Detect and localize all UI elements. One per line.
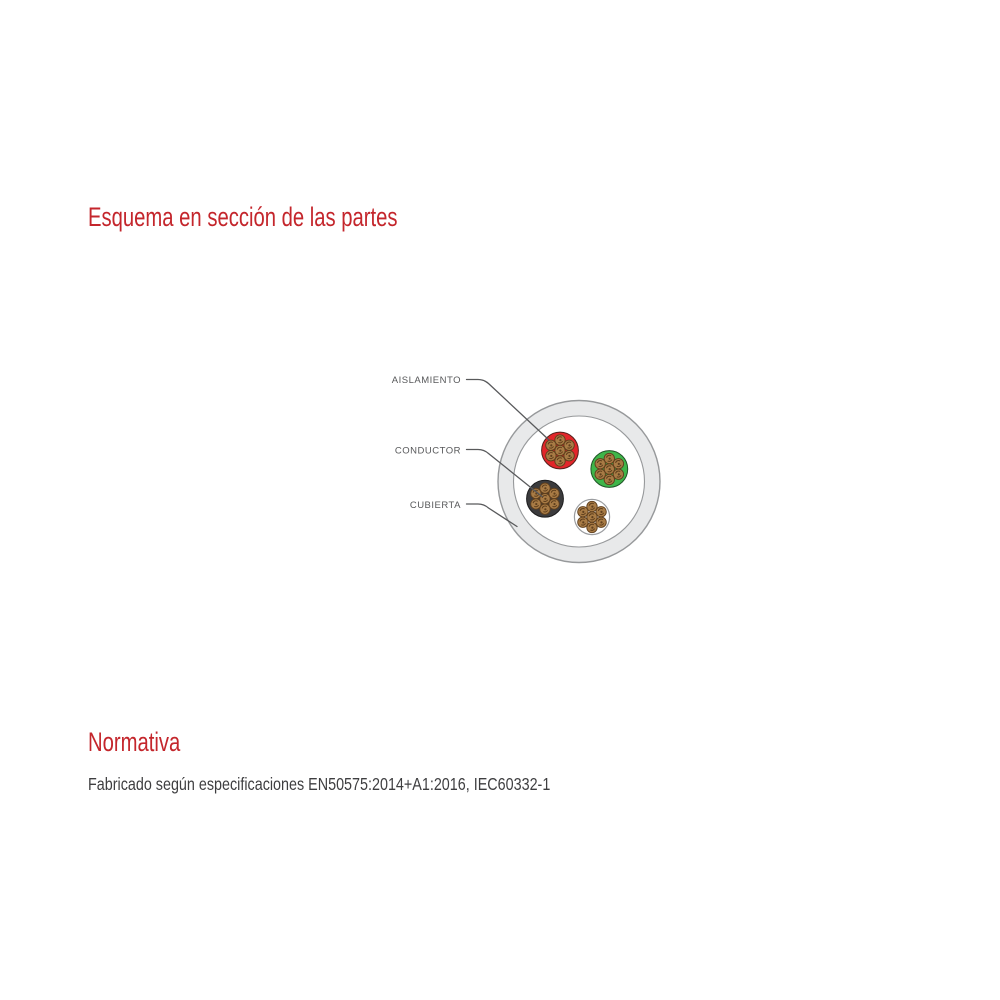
label-conductor: CONDUCTOR	[394, 445, 461, 457]
section-title: Esquema en sección de las partes	[88, 202, 398, 232]
normativa-body: Fabricado según especificaciones EN50575:2014+A1:2016, IEC60332-1	[88, 774, 551, 794]
conductor-green	[591, 451, 628, 488]
label-cubierta: CUBIERTA	[409, 500, 461, 511]
conductor-black	[527, 480, 564, 517]
conductor-white	[574, 499, 609, 534]
label-aislamiento: AISLAMIENTO	[391, 375, 461, 386]
normativa-title: Normativa	[88, 727, 181, 757]
